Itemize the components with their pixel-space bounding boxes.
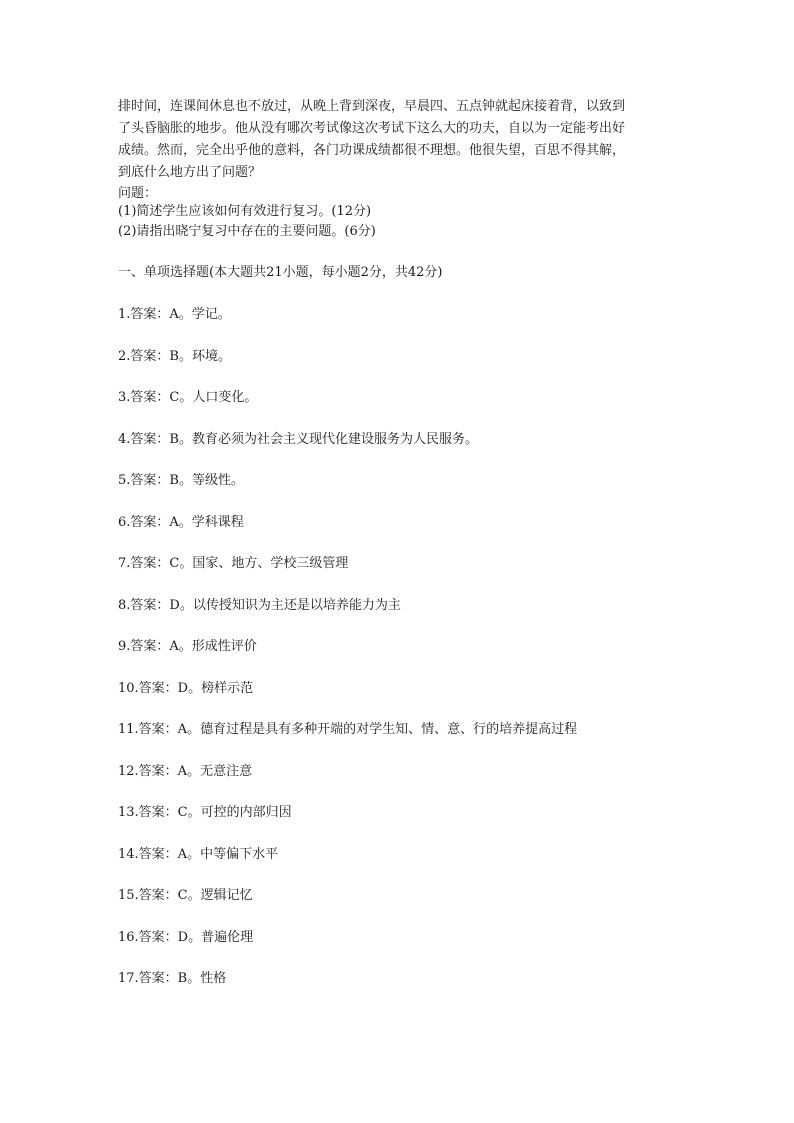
question-2: (2)请指出晓宁复习中存在的主要问题。(6分) — [118, 224, 376, 239]
answer-item: 3.答案：C。人口变化。 — [118, 390, 258, 405]
answer-item: 14.答案：A。中等偏下水平 — [118, 846, 279, 862]
answer-item: 2.答案：B。环境。 — [118, 348, 231, 364]
question-1: (1)简述学生应该如何有效进行复习。(12分) — [118, 204, 372, 219]
answer-item: 16.答案：D。普遍伦理 — [118, 929, 254, 945]
answer-item: 5.答案：B。等级性。 — [118, 473, 244, 488]
answer-item: 11.答案：A。德育过程是具有多种开端的对学生知、情、意、行的培养提高过程 — [118, 722, 578, 737]
case-paragraph — [118, 96, 678, 184]
section-title: 一、单项选择题(本大题共21小题，每小题2分，共42分) — [118, 265, 443, 280]
paragraph-line: 排时间，连课间休息也不放过，从晚上背到深夜，早晨四、五点钟就起床接着背，以致到 — [118, 99, 626, 114]
questions-label: 问题： — [118, 186, 158, 201]
paragraph-line: 到底什么地方出了问题？ — [118, 165, 262, 180]
paragraph-line: 了头昏脑胀的地步。他从没有哪次考试像这次考试下这么大的功夫，自以为一定能考出好 — [118, 121, 626, 136]
answer-item: 6.答案：A。学科课程 — [118, 514, 244, 530]
answer-item: 9.答案：A。形成性评价 — [118, 639, 257, 654]
answer-list — [118, 305, 698, 1011]
answer-item: 1.答案：A。学记。 — [118, 307, 231, 322]
answer-item: 4.答案：B。教育必须为社会主义现代化建设服务为人民服务。 — [118, 431, 478, 447]
answer-item: 17.答案：B。性格 — [118, 971, 227, 986]
answer-item: 8.答案：D。以传授知识为主还是以培养能力为主 — [118, 597, 401, 613]
answer-item: 10.答案：D。榜样示范 — [118, 680, 254, 696]
paragraph-line: 成绩。然而，完全出乎他的意料，各门功课成绩都很不理想。他很失望，百思不得其解， — [118, 143, 626, 158]
answer-item: 12.答案：A。无意注意 — [118, 763, 253, 779]
answer-item: 7.答案：C。国家、地方、学校三级管理 — [118, 556, 349, 571]
answer-item: 13.答案：C。可控的内部归因 — [118, 805, 292, 820]
answer-item: 15.答案：C。逻辑记忆 — [118, 888, 253, 903]
